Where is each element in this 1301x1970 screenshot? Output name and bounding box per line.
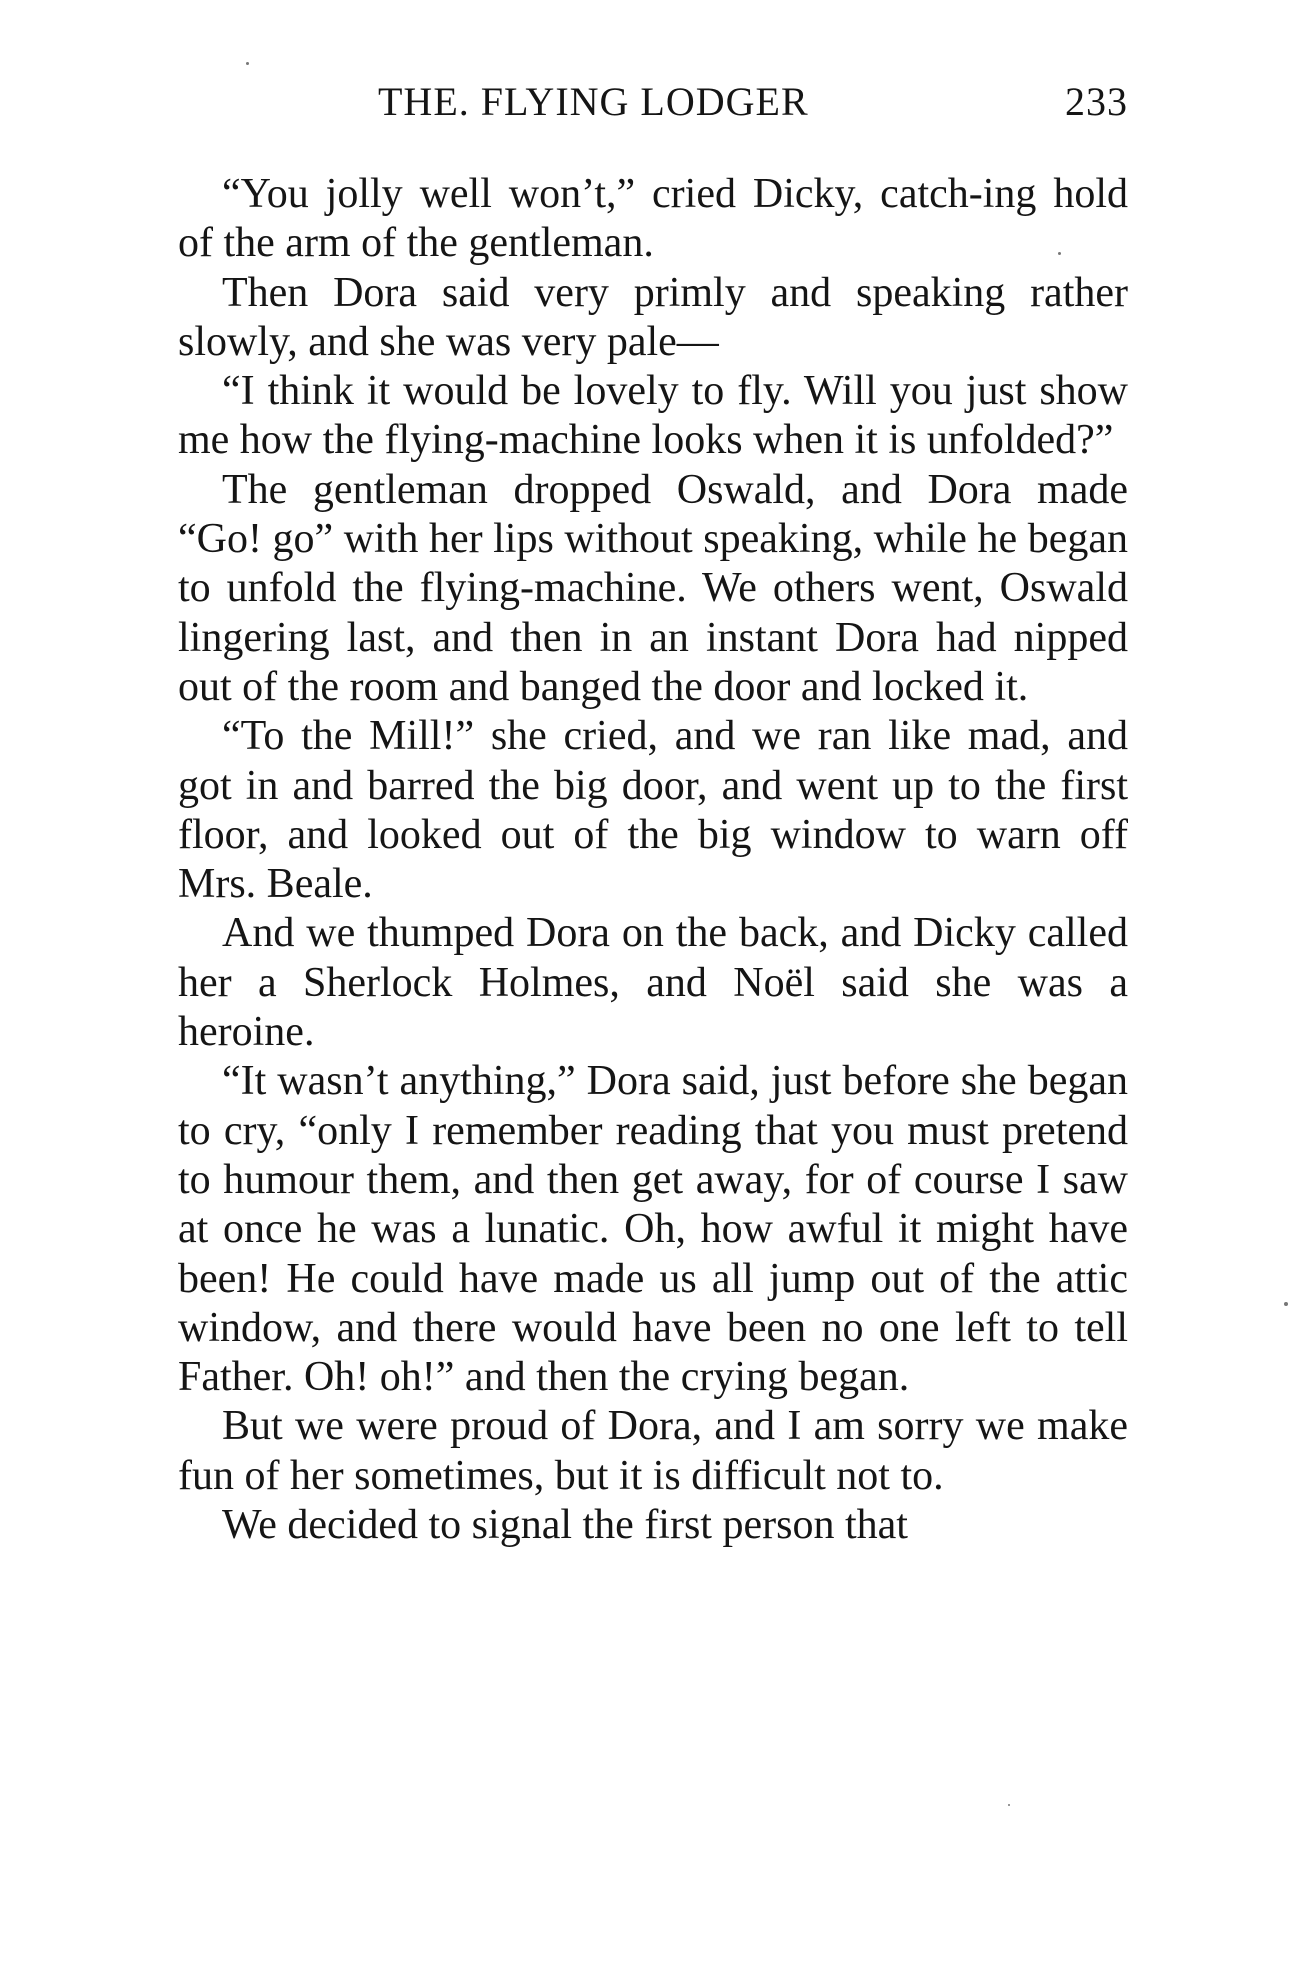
body-text	[178, 170, 1128, 1550]
running-title: THE. FLYING LODGER	[378, 79, 809, 124]
paragraph: And we thumped Dora on the back, and Dicky called her a Sherlock Holmes, and Noël said she was a heroine.	[178, 910, 1128, 1056]
paragraph: “To the Mill!” she cried, and we ran like mad, and got in and barred the big door, and went up to the first floor, and looked out of the big window to warn off Mrs. Beale.	[178, 713, 1128, 908]
paragraph: “I think it would be lovely to fly. Will you just show me how the flying-machine looks when it is unfolded?”	[178, 368, 1128, 464]
paragraph: “You jolly well won’t,” cried Dicky, catch-ing hold of the arm of the gentleman.	[178, 171, 1128, 267]
paragraph: The gentleman dropped Oswald, and Dora made “Go! go” with her lips without speaking, while he began to unfold the flying-machine. We others went, Oswald lingering last, and then in an instant Dora had nipped out of the room and banged the door and locked it.	[178, 466, 1128, 710]
paragraph: But we were proud of Dora, and I am sorry we make fun of her sometimes, but it is difficult not to.	[178, 1403, 1128, 1499]
running-head	[178, 78, 1128, 138]
scan-speck	[1284, 1302, 1288, 1306]
paragraph: We decided to signal the first person that	[222, 1502, 908, 1549]
scan-speck	[1058, 252, 1061, 255]
page-number: 233	[1065, 79, 1128, 124]
paragraph: Then Dora said very primly and speaking rather slowly, and she was very pale—	[178, 269, 1128, 365]
paragraph: “It wasn’t anything,” Dora said, just before she began to cry, “only I remember reading that you must pretend to humour them, and then get away, for of course I saw at once he was a lunatic. Oh, how awful it might have been! He could have made us all jump out of the attic window, and there would have been no one left to tell Father. Oh! oh!” and then the crying began.	[178, 1058, 1128, 1401]
scan-speck	[1008, 1804, 1010, 1806]
scan-speck	[246, 62, 249, 65]
